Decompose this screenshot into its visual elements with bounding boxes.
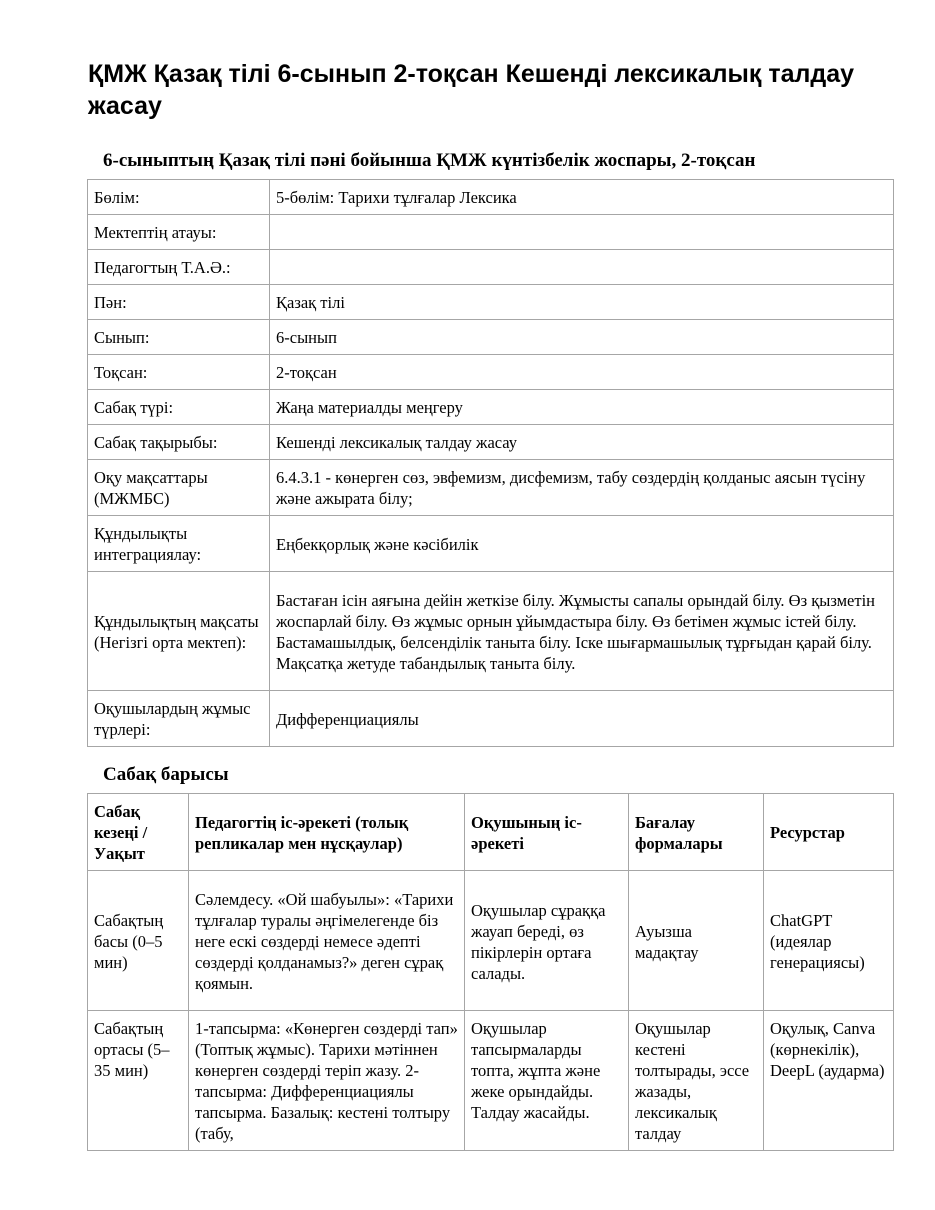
teacher-activity-cell: Сәлемдесу. «Ой шабуылы»: «Тарихи тұлғалар туралы әңгімелегенде біз неге ескі сөздерді немесе әдепті сөздерді қолданамыз?» деген сұрақ қоямын. — [189, 871, 465, 1011]
table-row — [88, 215, 894, 250]
table-row — [88, 460, 894, 516]
stage-cell: Сабақтың ортасы (5–35 мин) — [88, 1011, 189, 1151]
row-label: Сабақ тақырыбы: — [88, 425, 270, 460]
table-row — [88, 285, 894, 320]
resources-cell: ChatGPT (идеялар генерациясы) — [764, 871, 894, 1011]
row-value: Кешенді лексикалық талдау жасау — [270, 425, 894, 460]
column-header: Бағалау формалары — [629, 794, 764, 871]
stage-cell: Сабақтың басы (0–5 мин) — [88, 871, 189, 1011]
row-value: Дифференциациялы — [270, 691, 894, 747]
table-header-row — [88, 794, 894, 871]
row-value: Қазақ тілі — [270, 285, 894, 320]
student-activity-cell: Оқушылар тапсырмаларды топта, жұпта және жеке орындайды. Талдау жасайды. — [465, 1011, 629, 1151]
assessment-cell: Оқушылар кестені толтырады, эссе жазады, лексикалық талдау — [629, 1011, 764, 1151]
table-row — [88, 871, 894, 1011]
table-row — [88, 1011, 894, 1151]
row-label: Тоқсан: — [88, 355, 270, 390]
row-label: Пән: — [88, 285, 270, 320]
row-value — [270, 250, 894, 285]
table-row — [88, 691, 894, 747]
row-label: Құндылықтың мақсаты (Негізгі орта мектеп): — [88, 572, 270, 691]
column-header: Оқушының іс-әрекеті — [465, 794, 629, 871]
table-row — [88, 390, 894, 425]
table-row — [88, 355, 894, 390]
row-label: Педагогтың Т.А.Ә.: — [88, 250, 270, 285]
document-title: ҚМЖ Қазақ тілі 6-сынып 2-тоқсан Кешенді лексикалық талдау жасау — [88, 60, 855, 120]
row-value: 5-бөлім: Тарихи тұлғалар Лексика — [270, 180, 894, 215]
row-label: Оқушылардың жұмыс түрлері: — [88, 691, 270, 747]
row-value — [270, 215, 894, 250]
assessment-cell: Ауызша мадақтау — [629, 871, 764, 1011]
resources-cell: Оқулық, Canva (көрнекілік), DeepL (аударма) — [764, 1011, 894, 1151]
row-value: 2-тоқсан — [270, 355, 894, 390]
table-row — [88, 250, 894, 285]
row-value: Жаңа материалды меңгеру — [270, 390, 894, 425]
row-label: Сынып: — [88, 320, 270, 355]
row-value: Еңбекқорлық және кәсібилік — [270, 516, 894, 572]
table-row — [88, 572, 894, 691]
lesson-heading: Сабақ барысы — [103, 764, 229, 785]
row-label: Бөлім: — [88, 180, 270, 215]
row-label: Оқу мақсаттары (МЖМБС) — [88, 460, 270, 516]
table-row — [88, 516, 894, 572]
lesson-info-table — [87, 179, 894, 747]
row-value: 6-сынып — [270, 320, 894, 355]
student-activity-cell: Оқушылар сұраққа жауап береді, өз пікірлерін ортаға салады. — [465, 871, 629, 1011]
column-header: Ресурстар — [764, 794, 894, 871]
column-header: Сабақ кезеңі / Уақыт — [88, 794, 189, 871]
row-value: Бастаған ісін аяғына дейін жеткізе білу. Жұмысты сапалы орындай білу. Өз қызметін жоспарлай білу. Өз жұмыс орнын ұйымдастыра білу. Өз бетімен жұмыс істей білу. Бастамашылдық, белсенділік таныта білу. Іске шығармашылық тұрғыдан қарай білу. Мақсатқа жетуде табандылық таныта білу. — [270, 572, 894, 691]
table-row — [88, 425, 894, 460]
row-label: Құндылықты интеграциялау: — [88, 516, 270, 572]
table-row — [88, 180, 894, 215]
teacher-activity-cell: 1-тапсырма: «Көнерген сөздерді тап» (Топтық жұмыс). Тарихи мәтіннен көнерген сөздерді теріп жазу. 2-тапсырма: Дифференциациялы тапсырма. Базалық: кестені толтыру (табу, — [189, 1011, 465, 1151]
table-row — [88, 320, 894, 355]
row-label: Сабақ түрі: — [88, 390, 270, 425]
row-value: 6.4.3.1 - көнерген сөз, эвфемизм, дисфемизм, табу сөздердің қолданыс аясын түсіну және ажырата білу; — [270, 460, 894, 516]
column-header: Педагогтің іс-әрекеті (толық репликалар мен нұсқаулар) — [189, 794, 465, 871]
row-label: Мектептің атауы: — [88, 215, 270, 250]
plan-heading: 6-сыныптың Қазақ тілі пәні бойынша ҚМЖ күнтізбелік жоспары, 2-тоқсан — [103, 150, 756, 171]
lesson-flow-table — [87, 793, 894, 1151]
